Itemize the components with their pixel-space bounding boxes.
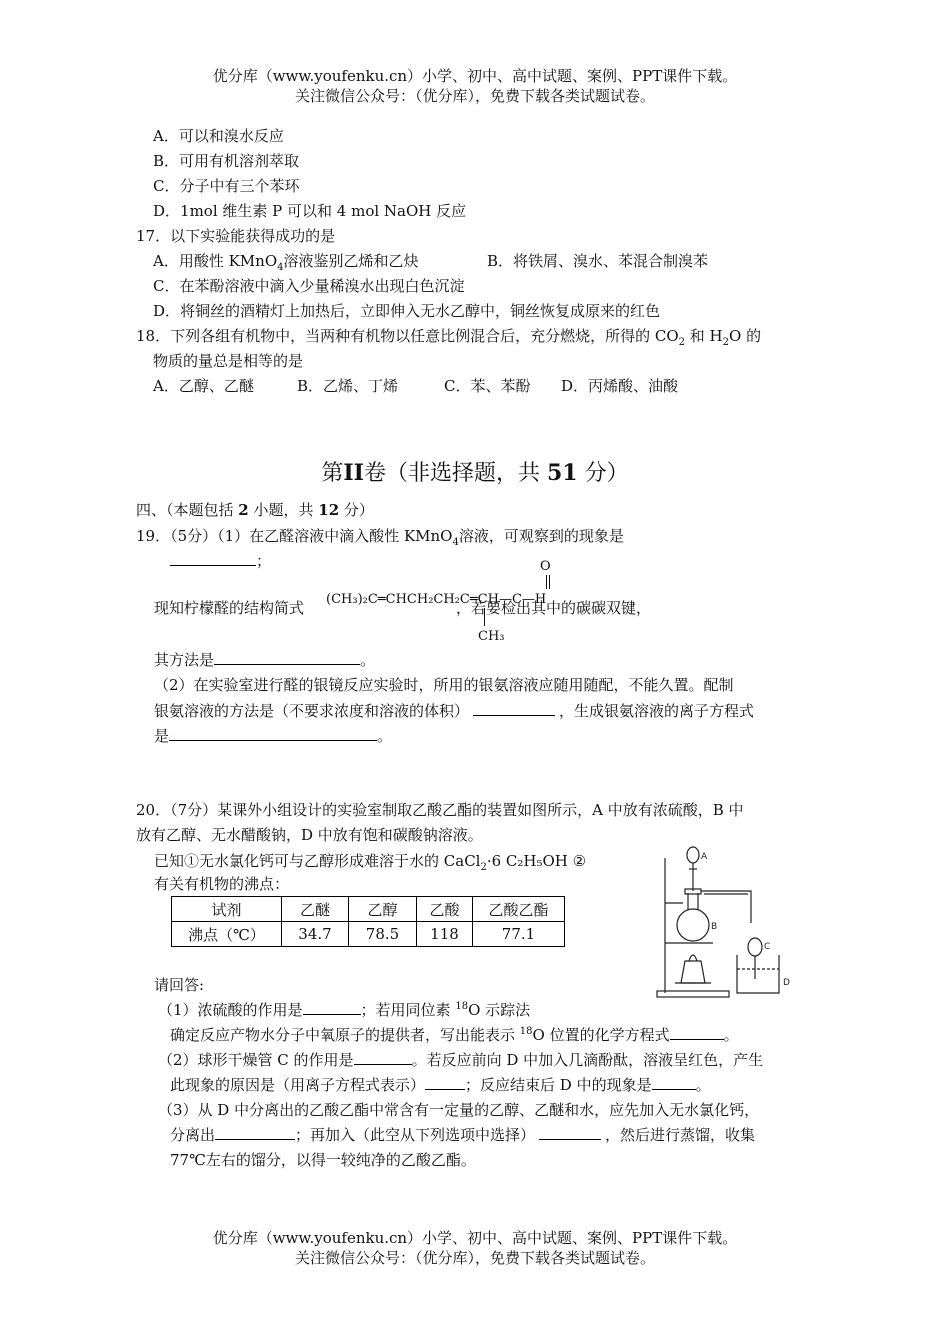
- q19-part2-line2: 银氨溶液的方法是（不要求浓度和溶液的体积） ，生成银氨溶液的离子方程式: [154, 702, 755, 720]
- label-c: C: [764, 942, 771, 952]
- q16-option-b: B．可用有机溶剂萃取: [153, 152, 300, 170]
- q20-part3: （3）从 D 中分离出的乙酸乙酯中常含有一定量的乙醇、乙醚和水，应先加入无水氯化钙，: [158, 1101, 760, 1119]
- q20-stem-line1: 20．（7分）某课外小组设计的实验室制取乙酸乙酯的装置如图所示，A 中放有浓硫酸，B 中: [136, 801, 744, 819]
- answer-blank[interactable]: [425, 1075, 465, 1090]
- answer-blank[interactable]: [170, 551, 256, 566]
- table-header-row: [172, 897, 565, 922]
- beaker-d: [737, 955, 779, 993]
- flask-b: [677, 909, 709, 941]
- q17-option-b: B．将铁屑、溴水、苯混合制溴苯: [487, 252, 709, 270]
- table-cell: 77.1: [473, 922, 565, 947]
- q18-option-a: A．乙醇、乙醚: [153, 377, 254, 395]
- q20-part1: （1）浓硫酸的作用是 ；若用同位素 $^{18}$O 示踪法: [158, 1001, 531, 1019]
- part-heading: 四、（本题包括 2 小题，共 12 分）: [136, 501, 374, 519]
- formula-double-bond: [546, 575, 548, 589]
- q20-part1-line2: 确定反应产物水分子中氧原子的提供者，写出能表示 $^{18}$O 位置的化学方程式 。: [170, 1026, 739, 1044]
- q19-structure-intro: 现知柠檬醛的结构简式: [154, 599, 305, 617]
- q20-part3-line3: 77℃左右的馏分，以得一较纯净的乙酸乙酯。: [170, 1151, 476, 1169]
- answer-blank[interactable]: [215, 1125, 295, 1140]
- answer-blank[interactable]: [169, 726, 377, 741]
- q16-option-d: D．1mol 维生素 P 可以和 4 mol NaOH 反应: [153, 202, 467, 220]
- label-b: B: [711, 922, 718, 932]
- table-header-cell: 乙酸乙酯: [473, 897, 565, 922]
- answer-blank[interactable]: [354, 1050, 412, 1065]
- q18-option-b: B．乙烯、丁烯: [297, 377, 399, 395]
- q20-answer-prompt: 请回答:: [154, 976, 205, 994]
- q19-part2-line3: 是 。: [154, 727, 393, 745]
- table-header-cell: 乙醇: [349, 897, 417, 922]
- header-line-1: 优分库（www.youfenku.cn）小学、初中、高中试题、案例、PPT课件下载。: [212, 67, 738, 85]
- label-a: A: [701, 852, 708, 862]
- q20-known: 已知①无水氯化钙可与乙醇形成难溶于水的 CaCl$_2$·6 C₂H₅OH ②: [154, 852, 587, 873]
- table-header-cell: 乙酸: [417, 897, 473, 922]
- formula-double-bond-2: [549, 575, 551, 589]
- delivery-tube: [701, 891, 751, 923]
- q18-stem: 18．下列各组有机物中，当两种有机物以任意比例混合后，充分燃烧，所得的 $CO_2$ 和 $H_2O$ 的: [136, 327, 762, 348]
- answer-blank[interactable]: [652, 1075, 696, 1090]
- table-cell: 34.7: [282, 922, 349, 947]
- q17-stem: 17．以下实验能获得成功的是: [136, 227, 336, 245]
- q17-option-d: D．将铜丝的酒精灯上加热后，立即伸入无水乙醇中，铜丝恢复成原来的红色: [153, 302, 661, 320]
- table-header-cell: 乙醚: [282, 897, 349, 922]
- q19-answer-1: ；: [170, 551, 271, 571]
- q18-option-d: D．丙烯酸、油酸: [561, 377, 679, 395]
- formula-methyl: CH₃: [478, 629, 505, 644]
- label-d: D: [783, 978, 790, 988]
- apparatus-diagram: [655, 843, 795, 1001]
- table-header-cell: 试剂: [172, 897, 282, 922]
- q17-option-a: A．用酸性 KMnO$_4$溶液鉴别乙烯和乙炔: [153, 252, 419, 273]
- q18-stem-cont: 物质的量总是相等的是: [153, 352, 304, 370]
- q20-bp-label: 有关有机物的沸点：: [154, 875, 290, 893]
- answer-blank[interactable]: [214, 650, 360, 665]
- funnel-bulb: [687, 847, 699, 863]
- table-row-label: 沸点（℃）: [172, 922, 282, 947]
- answer-blank[interactable]: [473, 701, 555, 716]
- table-cell: 118: [417, 922, 473, 947]
- answer-blank[interactable]: [539, 1125, 601, 1140]
- q20-part2: （2）球形干燥管 C 的作用是 。若反应前向 D 中加入几滴酚酞，溶液呈红色，产生: [158, 1051, 764, 1069]
- q19-method: 其方法是 。: [154, 651, 376, 669]
- q20-stem-line2: 放有乙醇、无水醋酸钠，D 中放有饱和碳酸钠溶液。: [136, 826, 483, 844]
- q16-option-c: C．分子中有三个苯环: [153, 177, 300, 195]
- table-cell: 78.5: [349, 922, 417, 947]
- boiling-point-table: [171, 896, 565, 947]
- q19-stem: 19．（5分）（1）在乙醛溶液中滴入酸性 KMnO$_4$溶液，可观察到的现象是: [136, 527, 624, 548]
- section-title: 第II卷（非选择题，共 51 分）: [321, 460, 629, 486]
- q20-part2-line2: 此现象的原因是（用离子方程式表示） ；反应结束后 D 中的现象是 。: [170, 1076, 711, 1094]
- q16-option-a: A．可以和溴水反应: [153, 127, 284, 145]
- drying-tube-c: [748, 938, 762, 956]
- q18-option-c: C．苯、苯酚: [444, 377, 531, 395]
- answer-blank[interactable]: [670, 1025, 724, 1040]
- footer-line-2: 关注微信公众号：（优分库），免费下载各类试题试卷。: [294, 1249, 655, 1267]
- citral-formula: (CH₃)₂C═CHCH₂CH₂C═CH—C—H: [326, 592, 547, 607]
- lamp-flame: [689, 955, 697, 961]
- q20-part3-line2: 分离出 ；再加入（此空从下列选项中选择） ，然后进行蒸馏，收集: [170, 1126, 756, 1144]
- alcohol-lamp: [681, 961, 705, 983]
- answer-blank[interactable]: [303, 1000, 361, 1015]
- q19-structure-tail: ，若要检出其中的碳碳双键，: [456, 599, 652, 617]
- formula-oxygen: O: [540, 559, 551, 574]
- footer-line-1: 优分库（www.youfenku.cn）小学、初中、高中试题、案例、PPT课件下载。: [212, 1229, 738, 1247]
- header-line-2: 关注微信公众号：（优分库），免费下载各类试题试卷。: [294, 87, 655, 105]
- q19-part2-line1: （2）在实验室进行醛的银镜反应实验时，所用的银氨溶液应随用随配，不能久置。配制: [154, 676, 734, 694]
- stand-base: [657, 991, 729, 997]
- table-row: [172, 922, 565, 947]
- q17-option-c: C．在苯酚溶液中滴入少量稀溴水出现白色沉淀: [153, 277, 465, 295]
